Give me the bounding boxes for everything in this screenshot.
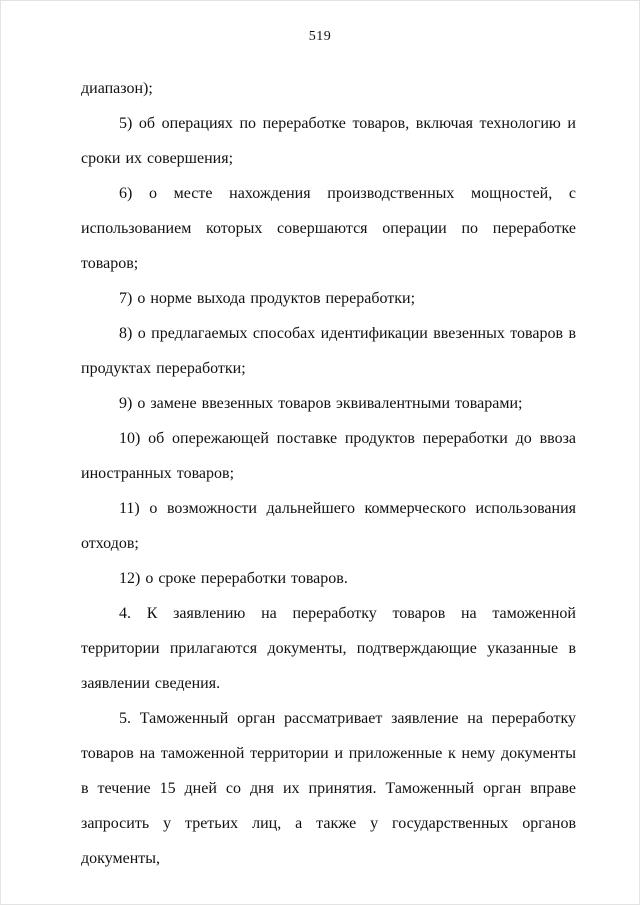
document-content xyxy=(81,71,576,876)
list-item-6: 6) о месте нахождения производственных мощностей, с использованием которых совершаются операции по переработке товаров; xyxy=(81,185,576,272)
paragraph-clause-5: 5. Таможенный орган рассматривает заявление на переработку товаров на таможенной территории и приложенные к нему документы в течение 15 дней со дня их принятия. Таможенный орган вправе запросить у третьих лиц, а также у государственных органов документы, xyxy=(81,710,576,867)
list-item-5: 5) об операциях по переработке товаров, включая технологию и сроки их совершения; xyxy=(81,115,576,167)
paragraph-continuation: диапазон); xyxy=(81,80,153,97)
page-number: 519 xyxy=(308,29,332,44)
list-item-7: 7) о норме выхода продуктов переработки; xyxy=(119,290,416,307)
list-item-9: 9) о замене ввезенных товаров эквивалентными товарами; xyxy=(119,395,523,412)
paragraph-clause-4: 4. К заявлению на переработку товаров на таможенной территории прилагаются документы, подтверждающие указанные в заявлении сведения. xyxy=(81,605,576,692)
list-item-12: 12) о сроке переработки товаров. xyxy=(119,570,348,587)
list-item-10: 10) об опережающей поставке продуктов переработки до ввоза иностранных товаров; xyxy=(81,430,576,482)
list-item-8: 8) о предлагаемых способах идентификации ввезенных товаров в продуктах переработки; xyxy=(81,325,576,377)
list-item-11: 11) о возможности дальнейшего коммерческого использования отходов; xyxy=(81,500,576,552)
